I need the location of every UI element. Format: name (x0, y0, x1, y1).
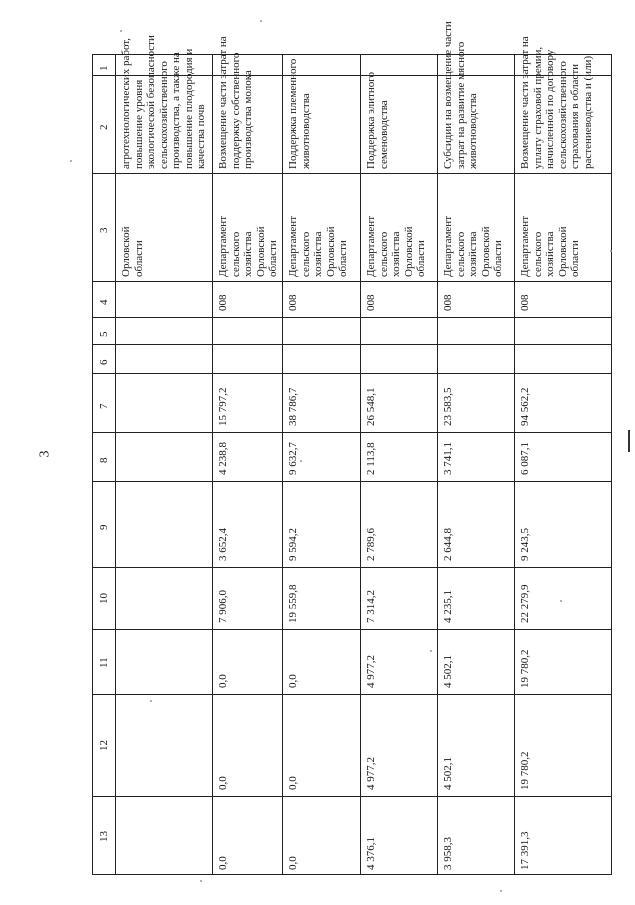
scan-speck (70, 160, 72, 162)
row-divider (437, 55, 438, 874)
scan-speck (300, 460, 302, 462)
value-cell: 4 977,2 (365, 757, 377, 790)
value-cell: 4 502,1 (442, 757, 454, 790)
header-cell: 7 (98, 403, 110, 409)
header-cell: 4 (98, 299, 110, 305)
column-divider (93, 173, 611, 174)
value-cell: 4 977,2 (365, 655, 377, 688)
value-cell: 008 (287, 294, 299, 311)
column-divider (93, 796, 611, 797)
value-cell: 19 559,8 (287, 584, 299, 623)
description-cell: агротехнологических работ, повышение уровня экологической безопасности сельскохозяйственного производства, а также на повышение плодородия и качества почв (120, 35, 207, 169)
value-cell: 0,0 (217, 776, 229, 790)
value-cell: 7 906,0 (217, 590, 229, 623)
column-divider (93, 373, 611, 374)
value-cell: 008 (442, 294, 454, 311)
value-cell: 94 562,2 (519, 387, 531, 426)
value-cell: 2 644,8 (442, 528, 454, 561)
department-cell: Департамент сельского хозяйства Орловской области (365, 215, 427, 277)
value-cell: 26 548,1 (365, 387, 377, 426)
header-cell: 1 (98, 65, 110, 71)
value-cell: 0,0 (287, 856, 299, 870)
value-cell: 17 391,3 (519, 831, 531, 870)
column-divider (93, 432, 611, 433)
scan-edge-mark (628, 430, 630, 452)
row-divider (514, 55, 515, 874)
column-divider (93, 567, 611, 568)
header-cell: 2 (98, 124, 110, 130)
scan-speck (200, 880, 202, 882)
description-cell: Поддержка племенного животноводства (287, 58, 312, 169)
column-divider (93, 481, 611, 482)
data-table (92, 21, 612, 875)
column-divider (93, 629, 611, 630)
value-cell: 9 594,2 (287, 528, 299, 561)
scan-speck (260, 20, 262, 22)
value-cell: 6 087,1 (519, 442, 531, 475)
value-cell: 19 780,2 (519, 649, 531, 688)
row-divider (212, 55, 213, 874)
value-cell: 2 789,6 (365, 528, 377, 561)
department-cell: Департамент сельского хозяйства Орловской области (217, 215, 279, 277)
value-cell: 3 741,1 (442, 442, 454, 475)
page-number: 3 (37, 450, 53, 458)
row-divider (282, 55, 283, 874)
header-cell: 11 (98, 656, 110, 668)
header-cell: 3 (98, 227, 110, 233)
header-cell: 6 (98, 359, 110, 365)
value-cell: 0,0 (287, 674, 299, 688)
department-cell: Орловской области (120, 226, 145, 277)
value-cell: 008 (519, 294, 531, 311)
scan-speck (500, 890, 502, 892)
value-cell: 008 (217, 294, 229, 311)
row-divider (115, 55, 116, 874)
value-cell: 0,0 (287, 776, 299, 790)
scan-speck (120, 30, 122, 32)
department-cell: Департамент сельского хозяйства Орловской области (287, 215, 349, 277)
value-cell: 0,0 (217, 856, 229, 870)
header-cell: 8 (98, 457, 110, 463)
description-cell: Поддержка элитного семеноводства (365, 72, 390, 169)
header-cell: 5 (98, 331, 110, 337)
header-cell: 13 (98, 831, 110, 842)
description-cell: Возмещение части затрат на поддержку собственного производства молока (217, 36, 254, 169)
column-divider (93, 344, 611, 345)
value-cell: 7 314,2 (365, 590, 377, 623)
value-cell: 4 376,1 (365, 837, 377, 870)
value-cell: 3 652,4 (217, 528, 229, 561)
header-cell: 10 (98, 593, 110, 604)
column-divider (93, 694, 611, 695)
scan-speck (610, 250, 612, 252)
column-divider (93, 281, 611, 282)
description-cell: Возмещение части затрат на уплату страховой премии, начисленной по договору сельскохозяйственного страхования в области растениеводства и (или) (519, 36, 594, 169)
row-divider (360, 55, 361, 874)
value-cell: 23 583,5 (442, 387, 454, 426)
scan-speck (150, 700, 152, 702)
value-cell: 4 235,1 (442, 590, 454, 623)
value-cell: 008 (365, 294, 377, 311)
value-cell: 19 780,2 (519, 751, 531, 790)
header-cell: 12 (98, 740, 110, 751)
scan-speck (430, 650, 432, 652)
value-cell: 9 632,7 (287, 442, 299, 475)
department-cell: Департамент сельского хозяйства Орловской области (442, 215, 504, 277)
value-cell: 4 238,8 (217, 442, 229, 475)
value-cell: 9 243,5 (519, 528, 531, 561)
department-cell: Департамент сельского хозяйства Орловской области (519, 215, 581, 277)
description-cell: Субсидии на возмещение части затрат на развитие мясного животноводства (442, 21, 479, 169)
value-cell: 2 113,8 (365, 442, 377, 475)
header-cell: 9 (98, 524, 110, 530)
column-divider (93, 317, 611, 318)
value-cell: 22 279,9 (519, 584, 531, 623)
value-cell: 38 786,7 (287, 387, 299, 426)
value-cell: 3 958,3 (442, 837, 454, 870)
value-cell: 15 797,2 (217, 387, 229, 426)
value-cell: 4 502,1 (442, 655, 454, 688)
scan-speck (560, 600, 562, 602)
value-cell: 0,0 (217, 674, 229, 688)
